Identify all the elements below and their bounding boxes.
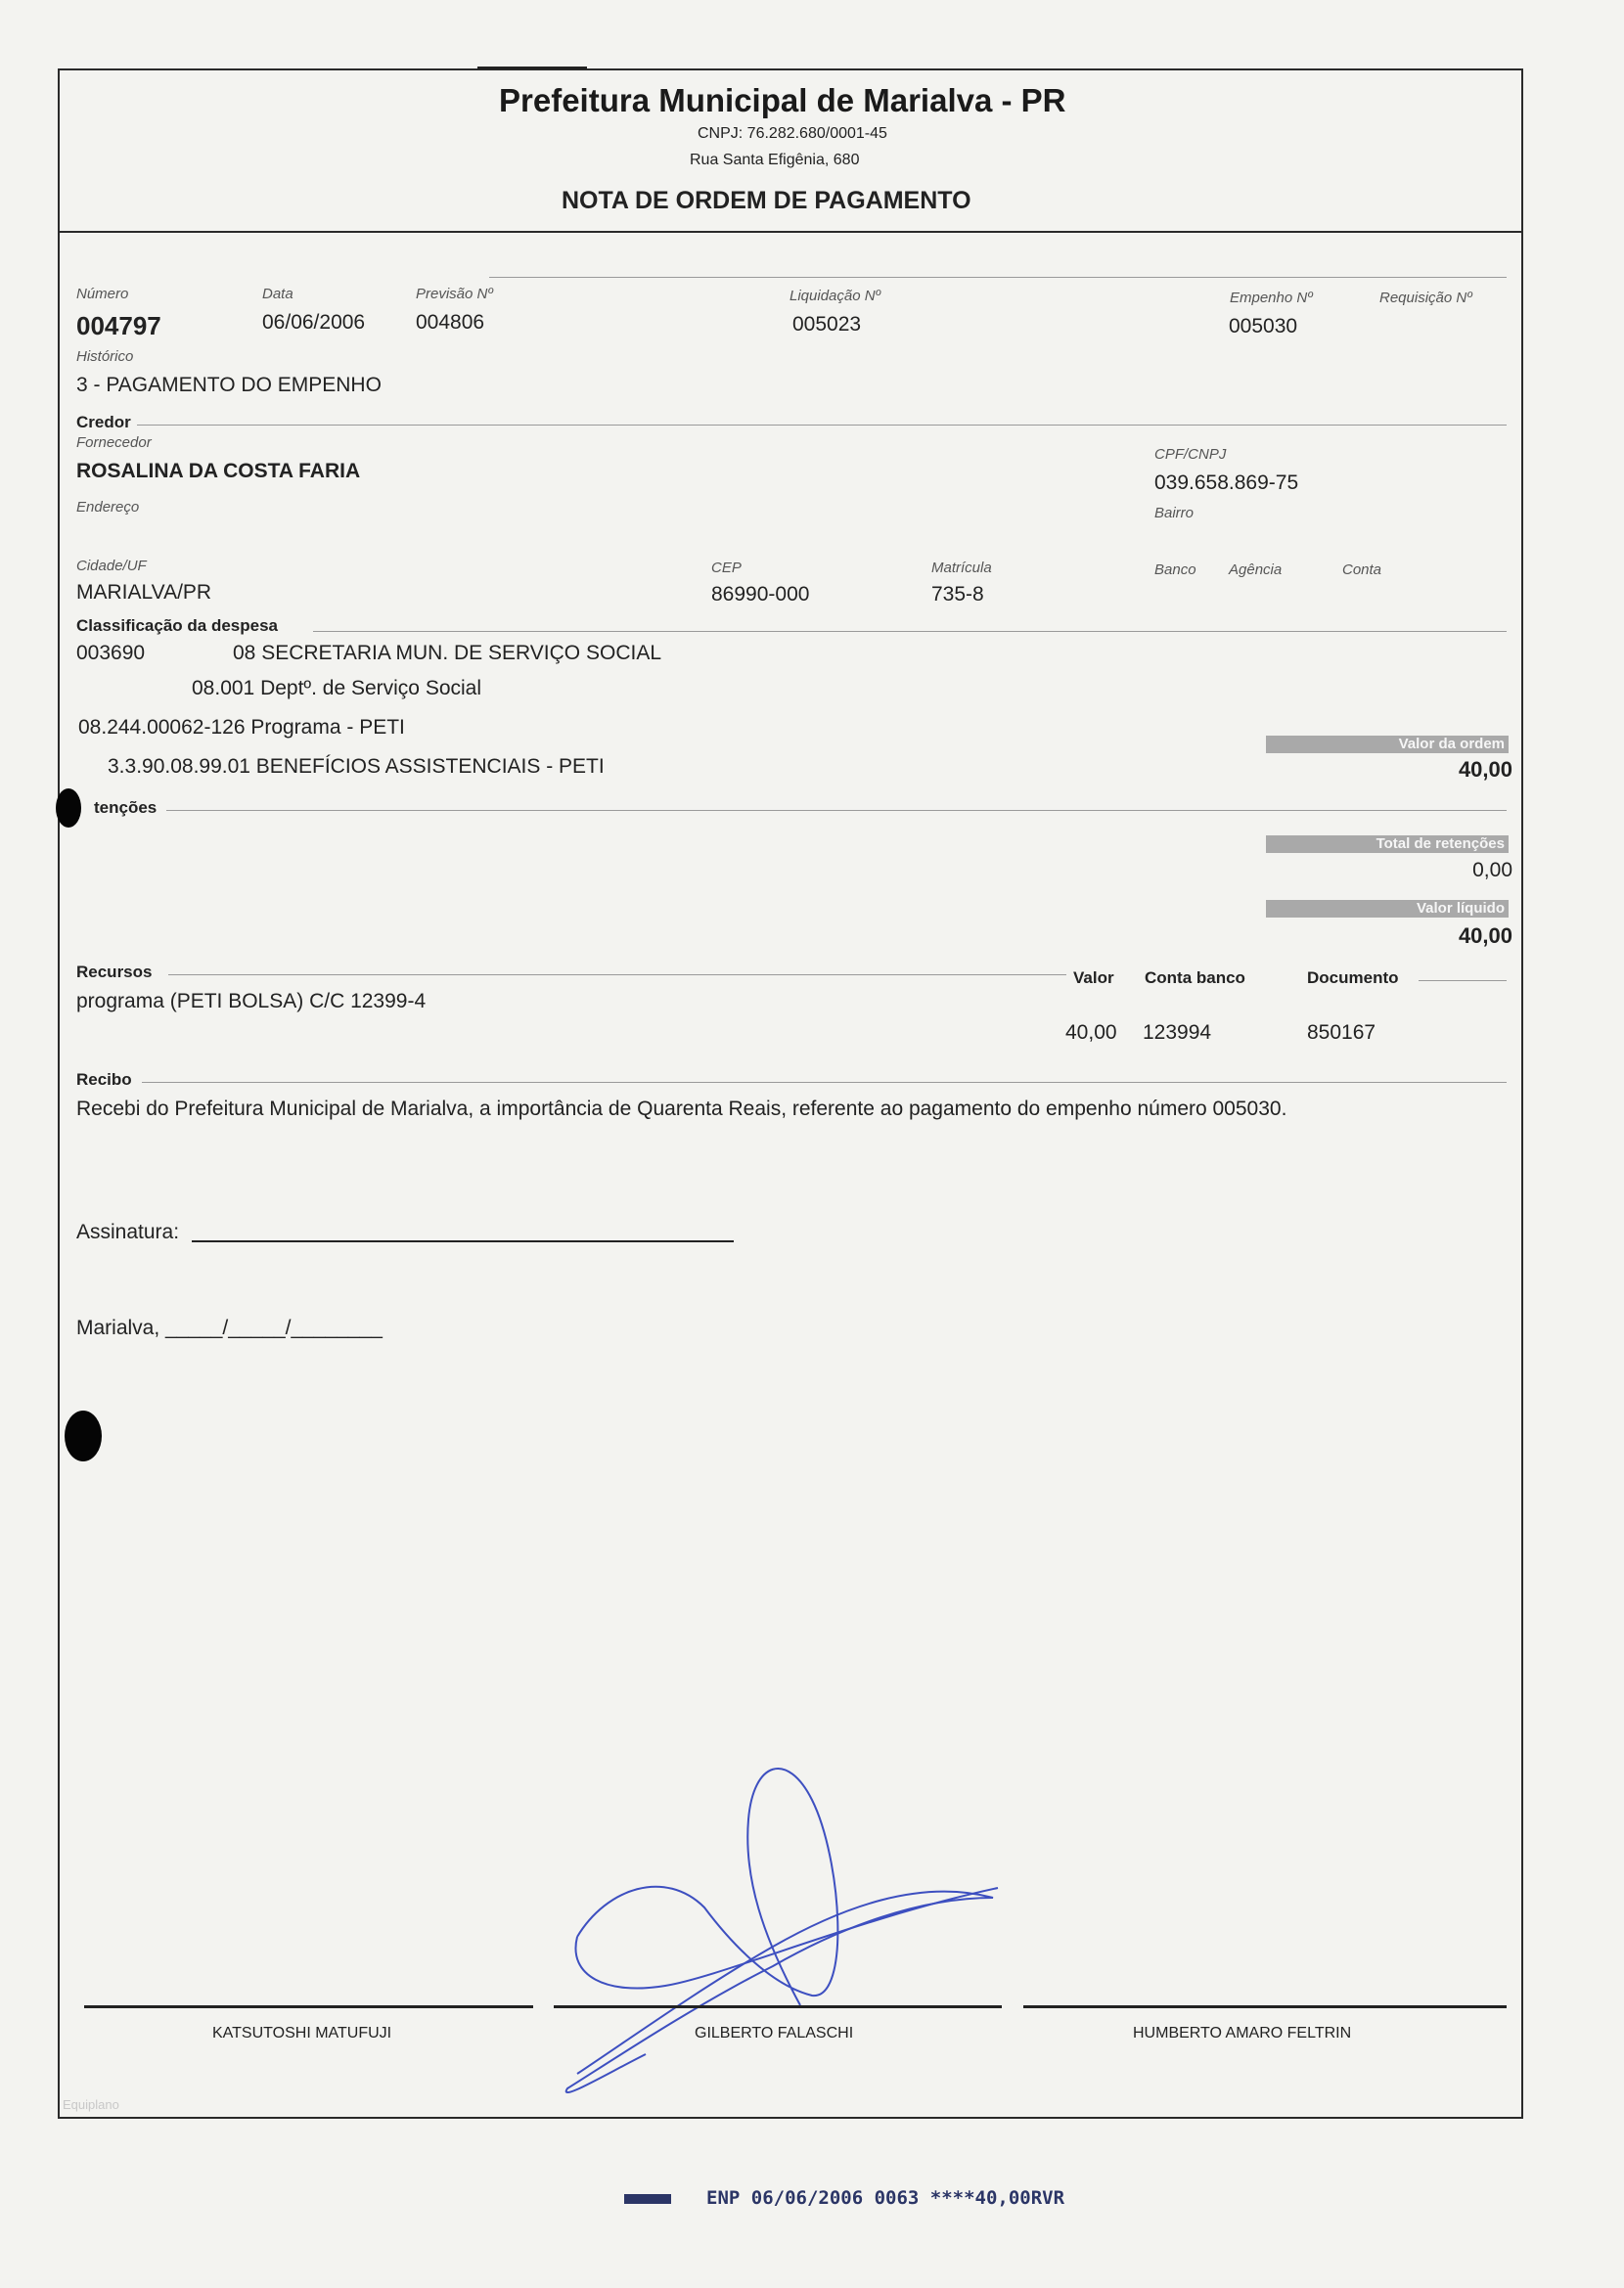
historico-label: Histórico [76,348,134,365]
valor-liquido-value: 40,00 [1458,923,1512,948]
valor-liquido-bar [1266,900,1509,918]
recursos-documento: 850167 [1307,1021,1376,1044]
endereco-label: Endereço [76,499,140,516]
assinatura-line [192,1240,734,1242]
recibo-text: Recebi do Prefeitura Municipal de Marialva, a importância de Quarenta Reais, referente ao pagamento do empenho número 005030. [76,1098,1287,1120]
signature-line-1 [84,2005,533,2008]
fornecedor-value: ROSALINA DA COSTA FARIA [76,460,361,482]
empenho-label: Empenho Nº [1230,290,1313,306]
total-retencoes-value: 0,00 [1472,859,1512,881]
recursos-valor: 40,00 [1065,1021,1117,1044]
cpf-label: CPF/CNPJ [1154,446,1227,463]
data-label: Data [262,286,293,302]
recursos-documento-header: Documento [1307,968,1399,987]
ids-rule [489,277,1507,278]
handwritten-signature [548,1741,1008,2113]
numero-value: 004797 [76,311,161,340]
recursos-rule [168,974,1066,975]
conta-label: Conta [1342,561,1382,578]
cidade-value: MARIALVA/PR [76,581,212,604]
recursos-conta-header: Conta banco [1145,968,1245,987]
punch-hole [65,1411,102,1461]
valor-liquido-label: Valor líquido [1416,900,1505,917]
credor-rule [137,425,1507,426]
recursos-rule-right [1419,980,1507,981]
agencia-label: Agência [1229,561,1283,578]
classificacao-section: Classificação da despesa [76,616,279,635]
recursos-descricao: programa (PETI BOLSA) C/C 12399-4 [76,990,427,1012]
valor-ordem-bar [1266,736,1509,753]
total-retencoes-label: Total de retenções [1376,835,1505,852]
matricula-label: Matrícula [931,560,992,576]
matricula-value: 735-8 [931,583,984,606]
data-value: 06/06/2006 [262,311,366,334]
signatory-name-2: GILBERTO FALASCHI [695,2025,854,2041]
requisicao-label: Requisição Nº [1379,290,1472,306]
liquidacao-label: Liquidação Nº [789,288,881,304]
recursos-conta: 123994 [1143,1021,1212,1044]
local-data-field: Marialva, _____/_____/________ [76,1317,383,1339]
credor-section: Credor [76,413,131,431]
cep-label: CEP [711,560,742,576]
classificacao-code: 003690 [76,642,146,664]
assinatura-label: Assinatura: [76,1221,180,1243]
bottom-stamp: ENP 06/06/2006 0063 ****40,00RVR [706,2187,1065,2209]
classificacao-unidade: 08.001 Deptº. de Serviço Social [192,677,482,699]
logo-mark [477,67,587,73]
previsao-value: 004806 [416,311,485,334]
retencoes-rule [166,810,1507,811]
cep-value: 86990-000 [711,583,810,606]
classificacao-rule [313,631,1507,632]
signatory-name-1: KATSUTOSHI MATUFUJI [212,2025,392,2041]
bairro-label: Bairro [1154,505,1195,521]
historico-value: 3 - PAGAMENTO DO EMPENHO [76,374,382,396]
numero-label: Número [76,286,129,302]
classificacao-orgao: 08 SECRETARIA MUN. DE SERVIÇO SOCIAL [233,642,662,664]
punch-hole [56,788,81,828]
recibo-section: Recibo [76,1070,132,1089]
org-title: Prefeitura Municipal de Marialva - PR [499,82,1066,118]
document-title: NOTA DE ORDEM DE PAGAMENTO [562,187,971,214]
recursos-valor-header: Valor [1073,968,1114,987]
liquidacao-value: 005023 [792,313,862,336]
classificacao-elemento: 3.3.90.08.99.01 BENEFÍCIOS ASSISTENCIAIS - PETI [108,755,605,778]
stamp-marker [624,2194,671,2204]
empenho-value: 005030 [1229,315,1298,337]
signature-line-3 [1023,2005,1507,2008]
classificacao-programa: 08.244.00062-126 Programa - PETI [78,716,405,739]
header-divider [58,231,1523,233]
signatory-name-3: HUMBERTO AMARO FELTRIN [1133,2025,1352,2041]
org-cnpj: CNPJ: 76.282.680/0001-45 [698,125,887,142]
banco-label: Banco [1154,561,1196,578]
recibo-rule [142,1082,1507,1083]
org-address: Rua Santa Efigênia, 680 [690,152,860,168]
previsao-label: Previsão Nº [416,286,493,302]
watermark-text: Equiplano [63,2097,119,2112]
total-retencoes-bar [1266,835,1509,853]
fornecedor-label: Fornecedor [76,434,152,451]
signature-line-2 [554,2005,1002,2008]
cidade-label: Cidade/UF [76,558,147,574]
valor-ordem-label: Valor da ordem [1398,736,1505,752]
recursos-section: Recursos [76,963,153,981]
cpf-value: 039.658.869-75 [1154,471,1299,494]
valor-ordem-value: 40,00 [1458,757,1512,782]
retencoes-section: tenções [94,798,158,817]
